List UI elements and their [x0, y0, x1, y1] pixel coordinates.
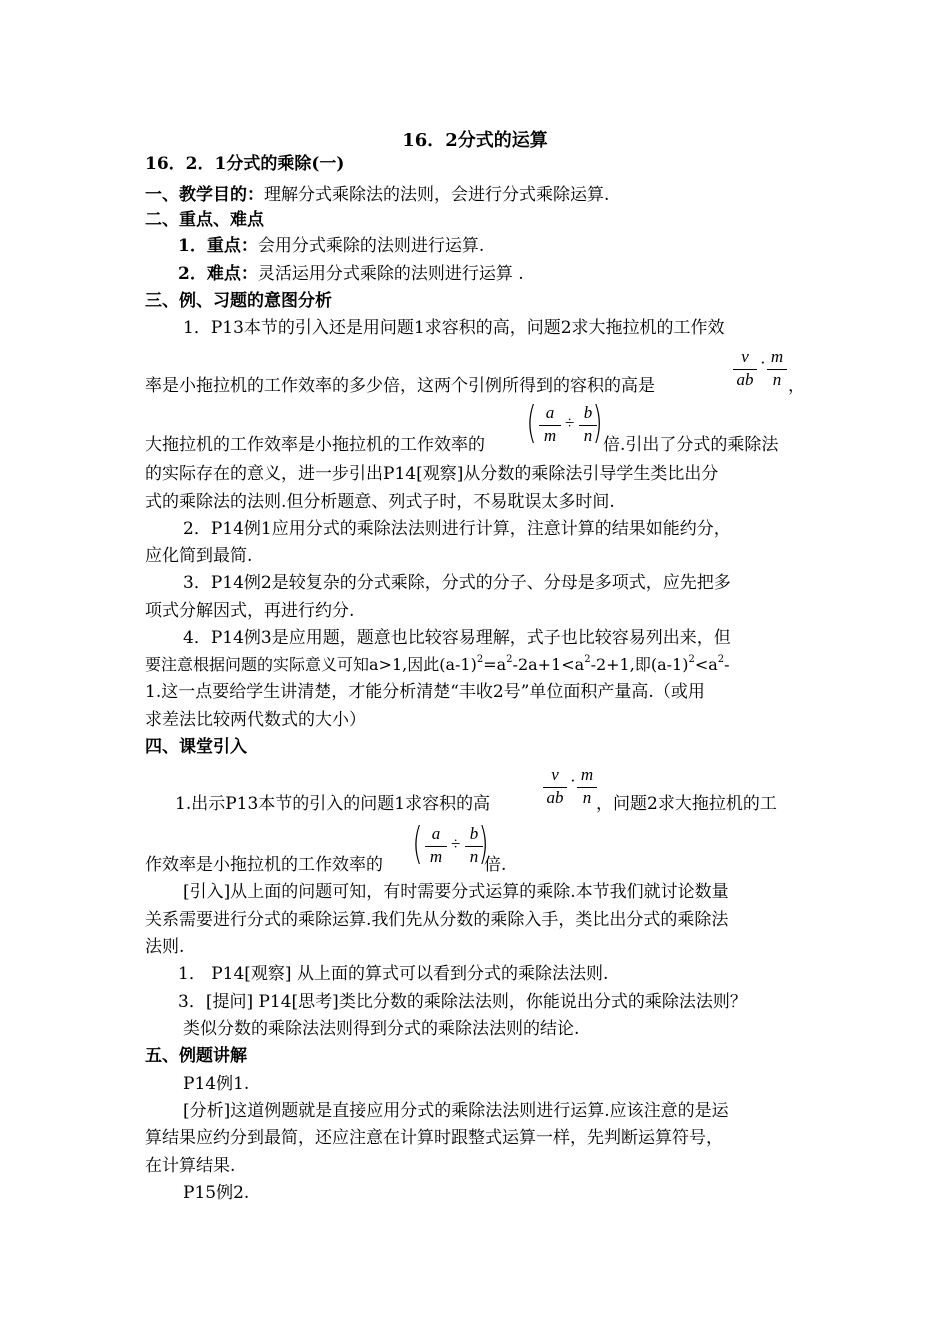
numerator: v: [741, 347, 749, 366]
section-3-heading: 三、例、习题的意图分析: [145, 291, 332, 311]
paragraph-line: 类似分数的乘除法法则得到分式的乘除法法则的结论.: [183, 1019, 580, 1039]
left-paren: (: [412, 818, 423, 869]
section-2-heading: 二、重点、难点: [145, 210, 264, 230]
paragraph-text: 倍.: [484, 855, 507, 875]
punctuation: ，: [788, 376, 805, 396]
difficult-point-label: 2．难点：: [178, 264, 258, 284]
multiply-dot: ·: [570, 771, 576, 790]
divide-sign: ÷: [451, 834, 461, 853]
paragraph-line: 关系需要进行分式的乘除运算.我们先从分数的乘除入手，类比出分式的乘除法: [145, 910, 729, 930]
numerator: b: [469, 824, 479, 843]
formula-text: -2a+1<a: [512, 655, 585, 674]
section-5-heading: 五、例题讲解: [145, 1046, 247, 1066]
denominator: n: [772, 370, 782, 389]
paragraph-line: 1． P14[观察] 从上面的算式可以看到分式的乘除法法则.: [178, 964, 609, 984]
numerator: a: [431, 824, 441, 843]
paragraph-line: 3．[提问] P14[思考]类比分数的乘除法法则，你能说出分式的乘除法法则？: [178, 992, 747, 1012]
section-4-heading: 四、课堂引入: [145, 737, 247, 757]
right-paren: ): [478, 818, 489, 869]
paragraph-line: [分析]这道例题就是直接应用分式的乘除法法则进行运算.应该注意的是运: [183, 1101, 729, 1121]
page-title: 16．2分式的运算: [402, 130, 548, 151]
denominator: m: [543, 426, 557, 445]
denominator: n: [469, 847, 479, 866]
paragraph-line: 的实际存在的意义，进一步引出P14[观察]从分数的乘除法引导学生类比出分: [145, 464, 719, 484]
paragraph-text: 率是小拖拉机的工作效率的多少倍，这两个引例所得到的容积的高是: [145, 376, 655, 396]
multiply-dot: ·: [760, 353, 766, 372]
paragraph-line: 法则.: [145, 937, 185, 957]
paragraph-line: 项式分解因式，再进行约分.: [145, 601, 355, 621]
formula-text: 要注意根据问题的实际意义可知a>1,因此(a-1): [145, 655, 477, 674]
section-1-label: 一、教学目的：: [145, 185, 264, 205]
key-point: [178, 234, 484, 258]
superscript: 2: [717, 653, 725, 665]
key-point-text: 会用分式乘除的法则进行运算.: [257, 236, 485, 256]
fraction-expression: [543, 765, 603, 815]
paragraph-line: [145, 433, 779, 457]
paragraph-line: 算结果应约分到最简，还应注意在计算时跟整式运算一样，先判断运算符号，: [145, 1128, 723, 1148]
formula-text: -2+1,即(a-1): [590, 655, 689, 674]
section-1-text: 理解分式乘除法的法则，会进行分式乘除运算.: [264, 185, 610, 205]
superscript: 2: [506, 653, 513, 665]
paragraph-line: [145, 853, 507, 877]
denominator: ab: [546, 788, 564, 807]
paragraph-line: 在计算结果.: [145, 1156, 236, 1176]
paragraph-text: 1.出示P13本节的引入的问题1求容积的高: [175, 794, 491, 814]
paragraph-line: 4．P14例3是应用题，题意也比较容易理解，式子也比较容易列出来，但: [183, 628, 731, 648]
paragraph-line: 式的乘除法的法则.但分析题意、列式子时，不易耽误太多时间.: [145, 492, 615, 512]
left-paren: (: [526, 397, 537, 448]
numerator: a: [545, 403, 555, 422]
superscript: 2: [688, 653, 695, 665]
paragraph-line: 2．P14例1应用分式的乘除法法则进行计算，注意计算的结果如能约分，: [183, 519, 731, 539]
paragraph-text: ，问题2求大拖拉机的工: [596, 794, 777, 814]
paragraph-line: [引入]从上面的问题可知，有时需要分式运算的乘除.本节我们就讨论数量: [183, 882, 729, 902]
paragraph-line: 应化简到最简.: [145, 546, 253, 566]
paragraph-line: 1．P13本节的引入还是用问题1求容积的高，问题2求大拖拉机的工作效: [183, 318, 725, 338]
formula-text: =a: [483, 655, 507, 674]
superscript: 2: [476, 653, 484, 665]
paragraph-line-formula: [145, 653, 730, 677]
fraction-expression: [412, 818, 493, 872]
paragraph-line: P14例1.: [183, 1074, 250, 1094]
paragraph-text: 作效率是小拖拉机的工作效率的: [145, 855, 383, 875]
section-1: [145, 183, 609, 207]
paragraph-line: 3．P14例2是较复杂的分式乘除，分式的分子、分母是多项式，应先把多: [183, 573, 731, 593]
numerator: m: [770, 347, 784, 366]
subtitle: 16．2．1分式的乘除(一): [145, 154, 345, 174]
formula-text: <a: [694, 655, 718, 674]
superscript: 2: [584, 653, 591, 665]
formula-text: -: [724, 655, 730, 674]
paragraph-line: 1.这一点要给学生讲清楚，才能分析清楚“丰收2号”单位面积产量高.（或用: [145, 682, 705, 702]
paragraph-line: P15例2.: [183, 1183, 250, 1203]
denominator: m: [429, 847, 443, 866]
denominator: ab: [736, 370, 754, 389]
numerator: b: [583, 403, 593, 422]
paragraph-text: 大拖拉机的工作效率是小拖拉机的工作效率的: [145, 435, 485, 455]
divide-sign: ÷: [565, 413, 575, 432]
difficult-point-text: 灵活运用分式乘除的法则进行运算 .: [257, 264, 524, 284]
numerator: m: [580, 765, 594, 784]
key-point-label: 1．重点：: [178, 236, 258, 256]
denominator: n: [583, 426, 593, 445]
denominator: n: [582, 788, 592, 807]
paragraph-text: 倍.引出了分式的乘除法: [603, 435, 779, 455]
numerator: v: [551, 765, 559, 784]
difficult-point: [178, 262, 524, 286]
fraction-expression: [526, 397, 607, 451]
fraction-expression: [733, 347, 793, 397]
paragraph-line: 求差法比较两代数式的大小）: [145, 710, 366, 730]
right-paren: ): [592, 397, 603, 448]
